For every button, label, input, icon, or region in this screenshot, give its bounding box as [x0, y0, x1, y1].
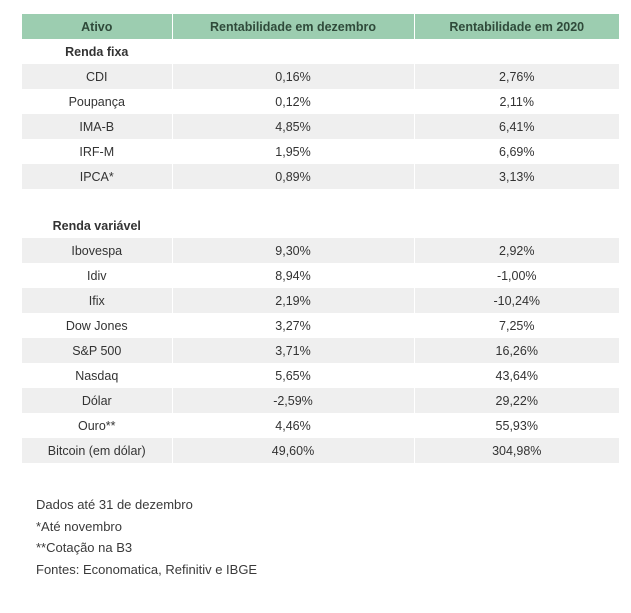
footnote-line: Fontes: Economatica, Refinitiv e IBGE — [36, 561, 258, 577]
table-body — [22, 39, 619, 463]
asset-name-cell: Ifix — [22, 288, 172, 313]
table-row — [22, 363, 619, 388]
returns-table-container — [22, 14, 619, 463]
table-row — [22, 89, 619, 114]
year-return-cell: 43,64% — [495, 368, 538, 383]
december-return-cell: 5,65% — [172, 363, 414, 388]
year-return-cell: 304,98% — [414, 438, 619, 463]
year-return-cell: -1,00% — [496, 268, 537, 283]
section-header-row — [22, 39, 619, 64]
december-return-cell: 2,19% — [172, 288, 414, 313]
footnote-line: **Cotação na B3 — [36, 540, 133, 555]
december-return-cell: 9,30% — [172, 238, 414, 263]
year-return-cell: 29,22% — [414, 388, 619, 413]
year-return-cell: -10,24% — [414, 288, 619, 313]
returns-table — [22, 14, 619, 463]
asset-name-cell: S&P 500 — [22, 338, 172, 363]
asset-name-cell: Idiv — [22, 263, 172, 288]
asset-name-cell: IRF-M — [22, 139, 172, 164]
asset-name-cell: Nasdaq — [22, 363, 172, 388]
table-row — [22, 388, 619, 413]
table-row — [22, 338, 619, 363]
year-return-cell: 6,41% — [414, 114, 619, 139]
december-return-cell: 0,89% — [172, 164, 414, 189]
footnote-line: Dados até 31 de dezembro — [36, 497, 193, 512]
december-return-cell: 0,12% — [172, 89, 414, 114]
year-return-cell: 7,25% — [499, 318, 535, 333]
december-return-cell: -2,59% — [172, 388, 414, 413]
table-row — [22, 313, 619, 338]
section-title: Renda fixa — [22, 39, 172, 64]
asset-name-cell: Dow Jones — [22, 313, 172, 338]
table-row — [22, 288, 619, 313]
year-return-cell: 3,13% — [414, 164, 619, 189]
table-row — [22, 164, 619, 189]
table-row — [22, 64, 619, 89]
december-return-cell: 8,94% — [172, 263, 414, 288]
asset-name-cell: Dólar — [22, 388, 172, 413]
december-return-cell: 4,85% — [172, 114, 414, 139]
year-return-cell: 2,92% — [414, 238, 619, 263]
asset-name-cell: Bitcoin (em dólar) — [22, 438, 172, 463]
december-return-cell: 3,71% — [172, 338, 414, 363]
footnote-line: *Até novembro — [36, 518, 122, 534]
asset-name-cell: IPCA* — [22, 164, 172, 189]
december-return-cell: 0,16% — [172, 64, 414, 89]
header-2020-return: Rentabilidade em 2020 — [414, 14, 619, 39]
asset-name-cell: IMA-B — [22, 114, 172, 139]
december-return-cell: 1,95% — [172, 139, 414, 164]
table-row — [22, 263, 619, 288]
section-title: Renda variável — [22, 213, 172, 238]
year-return-cell: 6,69% — [499, 144, 535, 159]
table-header-row — [22, 14, 619, 39]
december-return-cell: 49,60% — [172, 438, 414, 463]
december-return-cell: 4,46% — [172, 413, 414, 438]
header-asset: Ativo — [22, 14, 172, 39]
december-return-cell: 3,27% — [172, 313, 414, 338]
table-row — [22, 139, 619, 164]
table-row — [22, 114, 619, 139]
asset-name-cell: Poupança — [22, 89, 172, 114]
year-return-cell: 2,11% — [499, 94, 534, 109]
asset-name-cell: Ouro** — [22, 413, 172, 438]
table-row — [22, 238, 619, 263]
section-spacer — [22, 189, 619, 213]
table-row — [22, 438, 619, 463]
section-header-row — [22, 213, 619, 238]
asset-name-cell: Ibovespa — [22, 238, 172, 263]
year-return-cell: 55,93% — [495, 418, 538, 433]
year-return-cell: 2,76% — [414, 64, 619, 89]
footnotes — [36, 494, 257, 580]
header-december-return: Rentabilidade em dezembro — [172, 14, 414, 39]
table-row — [22, 413, 619, 438]
year-return-cell: 16,26% — [414, 338, 619, 363]
asset-name-cell: CDI — [22, 64, 172, 89]
